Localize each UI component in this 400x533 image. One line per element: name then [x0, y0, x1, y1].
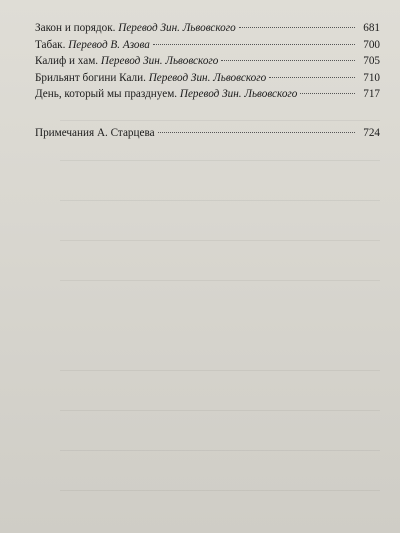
toc-entry-page: 681 — [363, 22, 380, 34]
toc-entry-translator: Перевод Зин. Львовского — [118, 22, 236, 34]
toc-entry-title: День, который мы празднуем. Перевод Зин. Львовского — [35, 88, 298, 100]
toc-entry[interactable] — [35, 20, 380, 37]
toc-entry-page: 724 — [363, 126, 380, 139]
toc-entry-translator: Перевод Зин. Львовского — [179, 88, 298, 100]
dot-leader — [269, 77, 355, 78]
bleed-through-line — [60, 280, 380, 281]
bleed-through-line — [60, 200, 380, 201]
toc-entry-translator: Перевод В. Азова — [68, 38, 150, 51]
dot-leader — [158, 132, 355, 133]
section-gap — [35, 103, 380, 125]
toc-entry-page: 710 — [363, 71, 380, 84]
toc-entry[interactable] — [35, 37, 380, 54]
toc-notes-author: А. Старцева — [96, 126, 155, 139]
toc-notes-title: Примечания А. Старцева — [35, 126, 155, 139]
toc-entry-page: 717 — [363, 88, 380, 100]
toc-entry-notes[interactable] — [35, 125, 380, 142]
toc-entry-title: Закон и порядок. Перевод Зин. Львовского — [35, 22, 236, 34]
toc-entry[interactable] — [35, 53, 380, 70]
bleed-through-line — [60, 240, 380, 241]
toc-entry-title: Калиф и хам. Перевод Зин. Львовского — [35, 55, 219, 67]
toc-entry-translator: Перевод Зин. Львовского — [148, 71, 267, 84]
toc-entry-title: Табак. Перевод В. Азова — [35, 38, 150, 51]
bleed-through-line — [60, 490, 380, 491]
bleed-through-line — [60, 370, 380, 371]
toc-entry-page: 705 — [363, 55, 380, 67]
bleed-through-line — [60, 410, 380, 411]
bleed-through-line — [60, 160, 380, 161]
toc-entry[interactable] — [35, 70, 380, 87]
dot-leader — [300, 93, 355, 94]
toc-entry[interactable] — [35, 86, 380, 103]
dot-leader — [153, 44, 355, 45]
dot-leader — [221, 60, 355, 61]
bleed-through-line — [60, 450, 380, 451]
dot-leader — [239, 27, 355, 28]
table-of-contents — [35, 20, 380, 141]
toc-entry-page: 700 — [363, 38, 380, 51]
toc-entry-title: Брильянт богини Кали. Перевод Зин. Львовского — [35, 71, 267, 84]
toc-entry-translator: Перевод Зин. Львовского — [100, 55, 219, 67]
